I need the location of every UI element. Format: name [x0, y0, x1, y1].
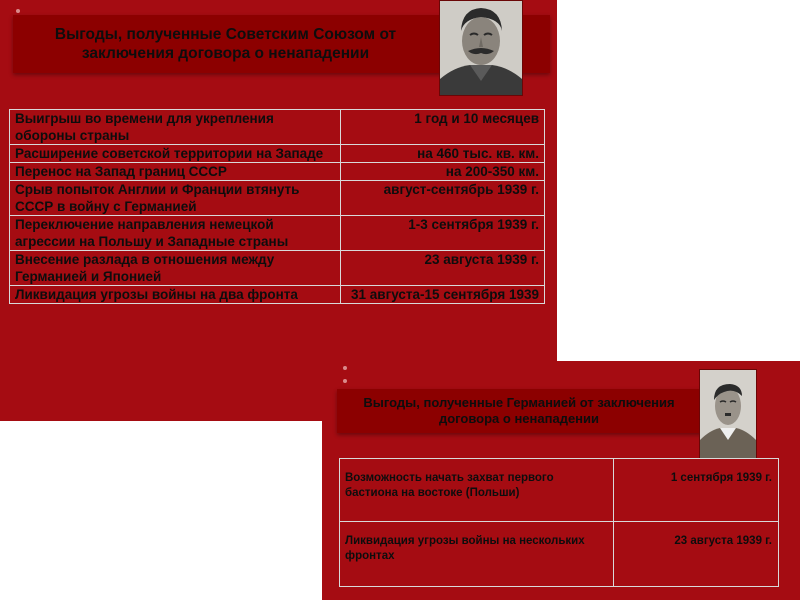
value-cell: на 460 тыс. кв. км. — [341, 145, 545, 163]
benefit-cell: Ликвидация угрозы войны на два фронта — [10, 286, 341, 304]
ussr-title-line1: Выгоды, полученные Советским Союзом от — [54, 25, 397, 43]
ussr-table-clip — [0, 0, 557, 378]
benefit-cell: Переключение направления немецкой агрессии на Польшу и Западные страны — [10, 216, 341, 251]
ussr-benefits-slide — [0, 0, 557, 421]
bullet-dot — [343, 366, 347, 370]
table-row — [10, 216, 545, 251]
value-cell: 23 августа 1939 г. — [341, 251, 545, 286]
bullet-dot — [343, 379, 347, 383]
hitler-portrait-image — [700, 370, 756, 458]
benefit-cell: Выигрыш во времени для укрепления обороны страны — [10, 110, 341, 145]
benefit-cell: Срыв попыток Англии и Франции втянуть СССР в войну с Германией — [10, 181, 341, 216]
value-cell: 1 сентября 1939 г. — [614, 459, 779, 522]
table-row — [10, 286, 545, 304]
benefit-cell: Расширение советской территории на Западе — [10, 145, 341, 163]
value-cell: 23 августа 1939 г. — [614, 522, 779, 587]
table-row — [10, 163, 545, 181]
value-cell: 1 год и 10 месяцев — [341, 110, 545, 145]
value-cell: 1-3 сентября 1939 г. — [341, 216, 545, 251]
table-row — [10, 251, 545, 286]
value-cell: на 200-350 км. — [341, 163, 545, 181]
table-row — [10, 145, 545, 163]
table-row — [10, 110, 545, 145]
germany-title-line2: договора о ненападении — [438, 411, 600, 426]
value-cell: август-сентябрь 1939 г. — [341, 181, 545, 216]
benefit-cell: Возможность начать захват первого бастиона на востоке (Польши) — [340, 459, 614, 522]
benefit-cell: Перенос на Запад границ СССР — [10, 163, 341, 181]
ussr-title-line2: заключения договора о ненападении — [81, 45, 370, 62]
portrait-photo — [699, 369, 757, 459]
germany-benefits-slide — [322, 361, 800, 600]
germany-title-line1: Выгоды, полученные Германией от заключения — [363, 394, 675, 410]
germany-benefits-table — [339, 458, 779, 587]
table-row — [340, 459, 779, 522]
table-row — [10, 181, 545, 216]
table-row — [340, 522, 779, 587]
benefit-cell: Внесение разлада в отношения между Германией и Японией — [10, 251, 341, 286]
benefit-cell: Ликвидация угрозы войны на нескольких фронтах — [340, 522, 614, 587]
ussr-benefits-table — [9, 109, 545, 304]
value-cell: 31 августа-15 сентября 1939 — [341, 286, 545, 304]
germany-slide-title — [337, 389, 709, 433]
